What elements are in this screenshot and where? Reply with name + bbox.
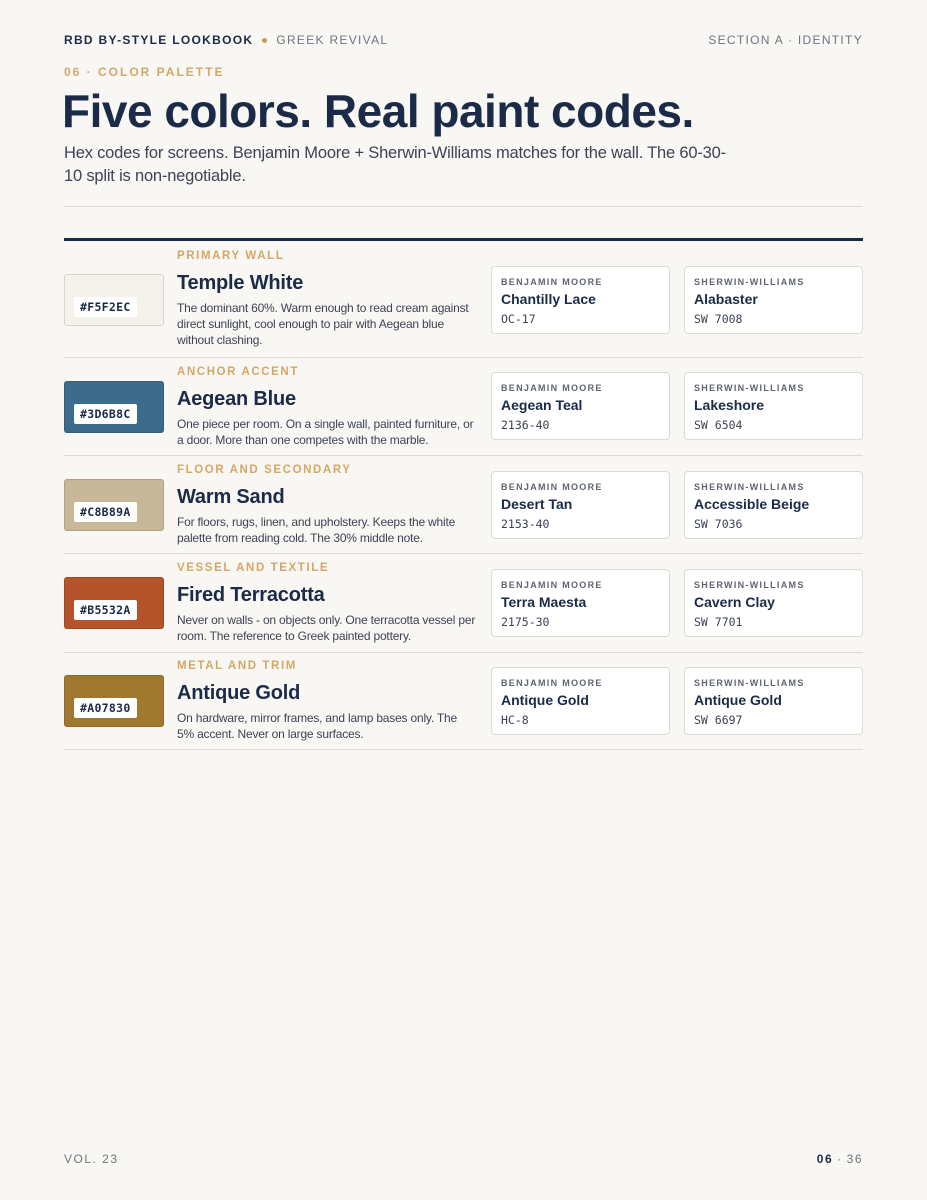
benjamin-moore-card xyxy=(491,569,670,637)
hex-code: #C8B89A xyxy=(74,502,137,522)
paint-brand-label: SHERWIN-WILLIAMS xyxy=(694,383,805,393)
color-info xyxy=(177,366,477,448)
paint-code: SW 7008 xyxy=(694,312,743,326)
color-description: The dominant 60%. Warm enough to read cream against direct sunlight, cool enough to pair with Aegean blue without clashing. xyxy=(177,301,469,347)
page-separator: · xyxy=(837,1152,843,1166)
paint-brand-label: BENJAMIN MOORE xyxy=(501,383,603,393)
paint-brand-label: BENJAMIN MOORE xyxy=(501,482,603,492)
page-footer xyxy=(64,1152,863,1166)
color-palette-list xyxy=(64,241,863,750)
paint-brand-label: SHERWIN-WILLIAMS xyxy=(694,482,805,492)
color-role: VESSEL AND TEXTILE xyxy=(177,562,330,574)
benjamin-moore-card xyxy=(491,372,670,440)
color-row xyxy=(64,653,863,750)
color-info xyxy=(177,464,477,546)
color-swatch xyxy=(64,381,164,433)
paint-code: 2153-40 xyxy=(501,517,550,531)
hex-code: #A07830 xyxy=(74,698,137,718)
sherwin-williams-card xyxy=(684,569,863,637)
sherwin-williams-card xyxy=(684,471,863,539)
paint-name: Antique Gold xyxy=(501,692,589,708)
paint-brand-label: BENJAMIN MOORE xyxy=(501,678,603,688)
color-info xyxy=(177,562,477,644)
page-subtitle: Hex codes for screens. Benjamin Moore + Sherwin-Williams matches for the wall. The 60-30-10 split is non-negotiable. xyxy=(64,144,726,185)
color-role: METAL AND TRIM xyxy=(177,660,297,672)
page-title: Five colors. Real paint codes. xyxy=(62,85,694,137)
hex-code: #3D6B8C xyxy=(74,404,137,424)
color-swatch xyxy=(64,479,164,531)
paint-name: Terra Maesta xyxy=(501,594,587,610)
page-header xyxy=(64,33,863,47)
paint-code: SW 6504 xyxy=(694,418,743,432)
divider-thin xyxy=(64,206,863,207)
paint-code: 2175-30 xyxy=(501,615,550,629)
color-row xyxy=(64,358,863,456)
hex-code: #B5532A xyxy=(74,600,137,620)
benjamin-moore-card xyxy=(491,667,670,735)
color-description: Never on walls - on objects only. One terracotta vessel per room. The reference to Greek painted pottery. xyxy=(177,613,476,643)
color-swatch xyxy=(64,675,164,727)
color-info xyxy=(177,660,477,742)
section-eyebrow: 06 · COLOR PALETTE xyxy=(64,65,225,79)
color-name: Temple White xyxy=(177,272,304,294)
color-swatch xyxy=(64,274,164,326)
sherwin-williams-card xyxy=(684,372,863,440)
sherwin-williams-card xyxy=(684,266,863,334)
brand-title: RBD BY-STYLE LOOKBOOK xyxy=(64,33,254,47)
paint-code: SW 6697 xyxy=(694,713,743,727)
color-name: Warm Sand xyxy=(177,486,285,508)
color-name: Aegean Blue xyxy=(177,388,296,410)
current-page: 06 xyxy=(816,1152,834,1166)
paint-name: Aegean Teal xyxy=(501,397,583,413)
paint-name: Chantilly Lace xyxy=(501,291,596,307)
paint-brand-label: BENJAMIN MOORE xyxy=(501,580,603,590)
color-info xyxy=(177,250,477,348)
color-role: FLOOR AND SECONDARY xyxy=(177,464,352,476)
color-swatch xyxy=(64,577,164,629)
total-pages: 36 xyxy=(846,1152,863,1166)
paint-code: HC-8 xyxy=(501,713,529,727)
color-role: PRIMARY WALL xyxy=(177,250,285,262)
paint-brand-label: SHERWIN-WILLIAMS xyxy=(694,277,805,287)
color-description: On hardware, mirror frames, and lamp bases only. The 5% accent. Never on large surfaces. xyxy=(177,711,457,741)
paint-name: Lakeshore xyxy=(694,397,765,413)
benjamin-moore-card xyxy=(491,266,670,334)
color-description: One piece per room. On a single wall, painted furniture, or a door. More than one competes with the marble. xyxy=(177,417,474,447)
hex-code: #F5F2EC xyxy=(74,297,137,317)
color-role: ANCHOR ACCENT xyxy=(177,366,299,378)
color-name: Fired Terracotta xyxy=(177,584,325,606)
color-row xyxy=(64,554,863,653)
paint-name: Cavern Clay xyxy=(694,594,775,610)
paint-brand-label: SHERWIN-WILLIAMS xyxy=(694,678,805,688)
paint-code: SW 7036 xyxy=(694,517,743,531)
paint-name: Alabaster xyxy=(694,291,758,307)
paint-code: SW 7701 xyxy=(694,615,743,629)
paint-code: OC-17 xyxy=(501,312,536,326)
color-name: Antique Gold xyxy=(177,682,301,704)
paint-code: 2136-40 xyxy=(501,418,550,432)
style-name: GREEK REVIVAL xyxy=(276,33,389,47)
separator-dot-icon xyxy=(262,38,267,43)
paint-name: Desert Tan xyxy=(501,496,573,512)
page-number xyxy=(817,1152,863,1166)
section-label: SECTION A · IDENTITY xyxy=(708,33,863,47)
paint-name: Antique Gold xyxy=(694,692,782,708)
benjamin-moore-card xyxy=(491,471,670,539)
volume-label: VOL. 23 xyxy=(64,1152,119,1166)
paint-brand-label: BENJAMIN MOORE xyxy=(501,277,603,287)
sherwin-williams-card xyxy=(684,667,863,735)
paint-brand-label: SHERWIN-WILLIAMS xyxy=(694,580,805,590)
header-left xyxy=(64,33,388,47)
color-row xyxy=(64,241,863,358)
color-row xyxy=(64,456,863,554)
paint-name: Accessible Beige xyxy=(694,496,810,512)
color-description: For floors, rugs, linen, and upholstery. Keeps the white palette from reading cold. The 30% middle note. xyxy=(177,515,456,545)
